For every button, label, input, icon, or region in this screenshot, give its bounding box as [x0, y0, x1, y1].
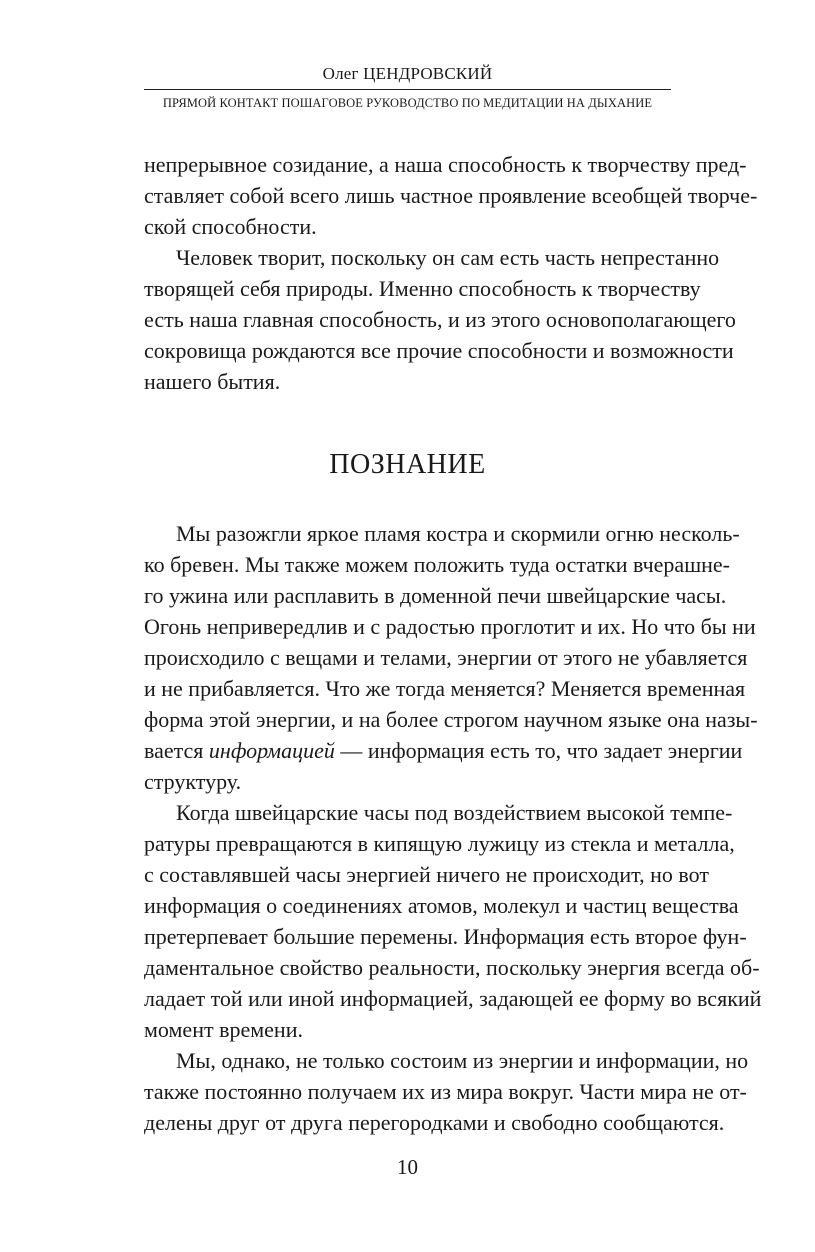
- text-line: есть наша главная способность, и из этого основополагающего: [144, 307, 736, 332]
- text-line: [144, 737, 743, 765]
- text-line: Мы разожгли яркое пламя костра и скормили огню несколь-: [176, 521, 740, 546]
- text-line: го ужина или расплавить в доменной печи швейцарские часы.: [144, 583, 727, 608]
- text-line: ратуры превращаются в кипящую лужицу из стекла и металла,: [144, 831, 735, 856]
- text-line: сокровища рождаются все прочие способности и возможности: [144, 338, 734, 363]
- page-number: 10: [397, 1155, 418, 1179]
- text-line: с составлявшей часы энергией ничего не происходит, но вот: [144, 862, 709, 887]
- text-line: Когда швейцарские часы под воздействием высокой темпе-: [176, 800, 733, 825]
- section-heading: ПОЗНАНИЕ: [329, 449, 486, 480]
- text-fragment: вается: [144, 738, 209, 763]
- text-line: претерпевает большие перемены. Информация есть второе фун-: [144, 924, 747, 949]
- text-line: творящей себя природы. Именно способность к творчеству: [144, 276, 701, 301]
- text-line: происходило с вещами и телами, энергии от этого не убавляется: [144, 645, 748, 670]
- text-line: структуру.: [144, 769, 242, 794]
- emphasized-term: информацией: [208, 738, 335, 763]
- text-line: информация о соединениях атомов, молекул и частиц вещества: [144, 893, 739, 918]
- text-line: Человек творит, поскольку он сам есть часть непрестанно: [176, 245, 720, 270]
- text-line: Мы, однако, не только состоим из энергии и информации, но: [176, 1048, 749, 1073]
- text-line: также постоянно получаем их из мира вокруг. Части мира не от-: [144, 1079, 747, 1104]
- text-line: делены друг от друга перегородками и свободно сообщаются.: [144, 1110, 725, 1135]
- text-line: ставляет собой всего лишь частное проявление всеобщей творче-: [144, 183, 758, 208]
- text-line: момент времени.: [144, 1017, 303, 1042]
- text-line: ской способности.: [144, 214, 317, 239]
- text-line: и не прибавляется. Что же тогда меняется? Меняется временная: [144, 676, 746, 701]
- text-line: нашего бытия.: [144, 369, 281, 394]
- author-name: Олег ЦЕНДРОВСКИЙ: [322, 64, 493, 83]
- text-fragment: — информация есть то, что задает энергии: [334, 738, 743, 763]
- book-title: ПРЯМОЙ КОНТАКТ ПОШАГОВОЕ РУКОВОДСТВО ПО МЕДИТАЦИИ НА ДЫХАНИЕ: [162, 96, 653, 110]
- text-line: форма этой энергии, и на более строгом научном языке она назы-: [144, 707, 758, 732]
- text-line: ладает той или иной информацией, задающей ее форму во всякий: [144, 986, 762, 1011]
- text-line: непрерывное созидание, а наша способность к творчеству пред-: [144, 152, 747, 177]
- text-line: Огонь непривередлив и с радостью проглотит и их. Но что бы ни: [144, 614, 756, 639]
- header-divider: [144, 89, 671, 90]
- text-line: даментальное свойство реальности, поскольку энергия всегда об-: [144, 955, 760, 980]
- text-line: ко бревен. Мы также можем положить туда остатки вчерашне-: [144, 552, 730, 577]
